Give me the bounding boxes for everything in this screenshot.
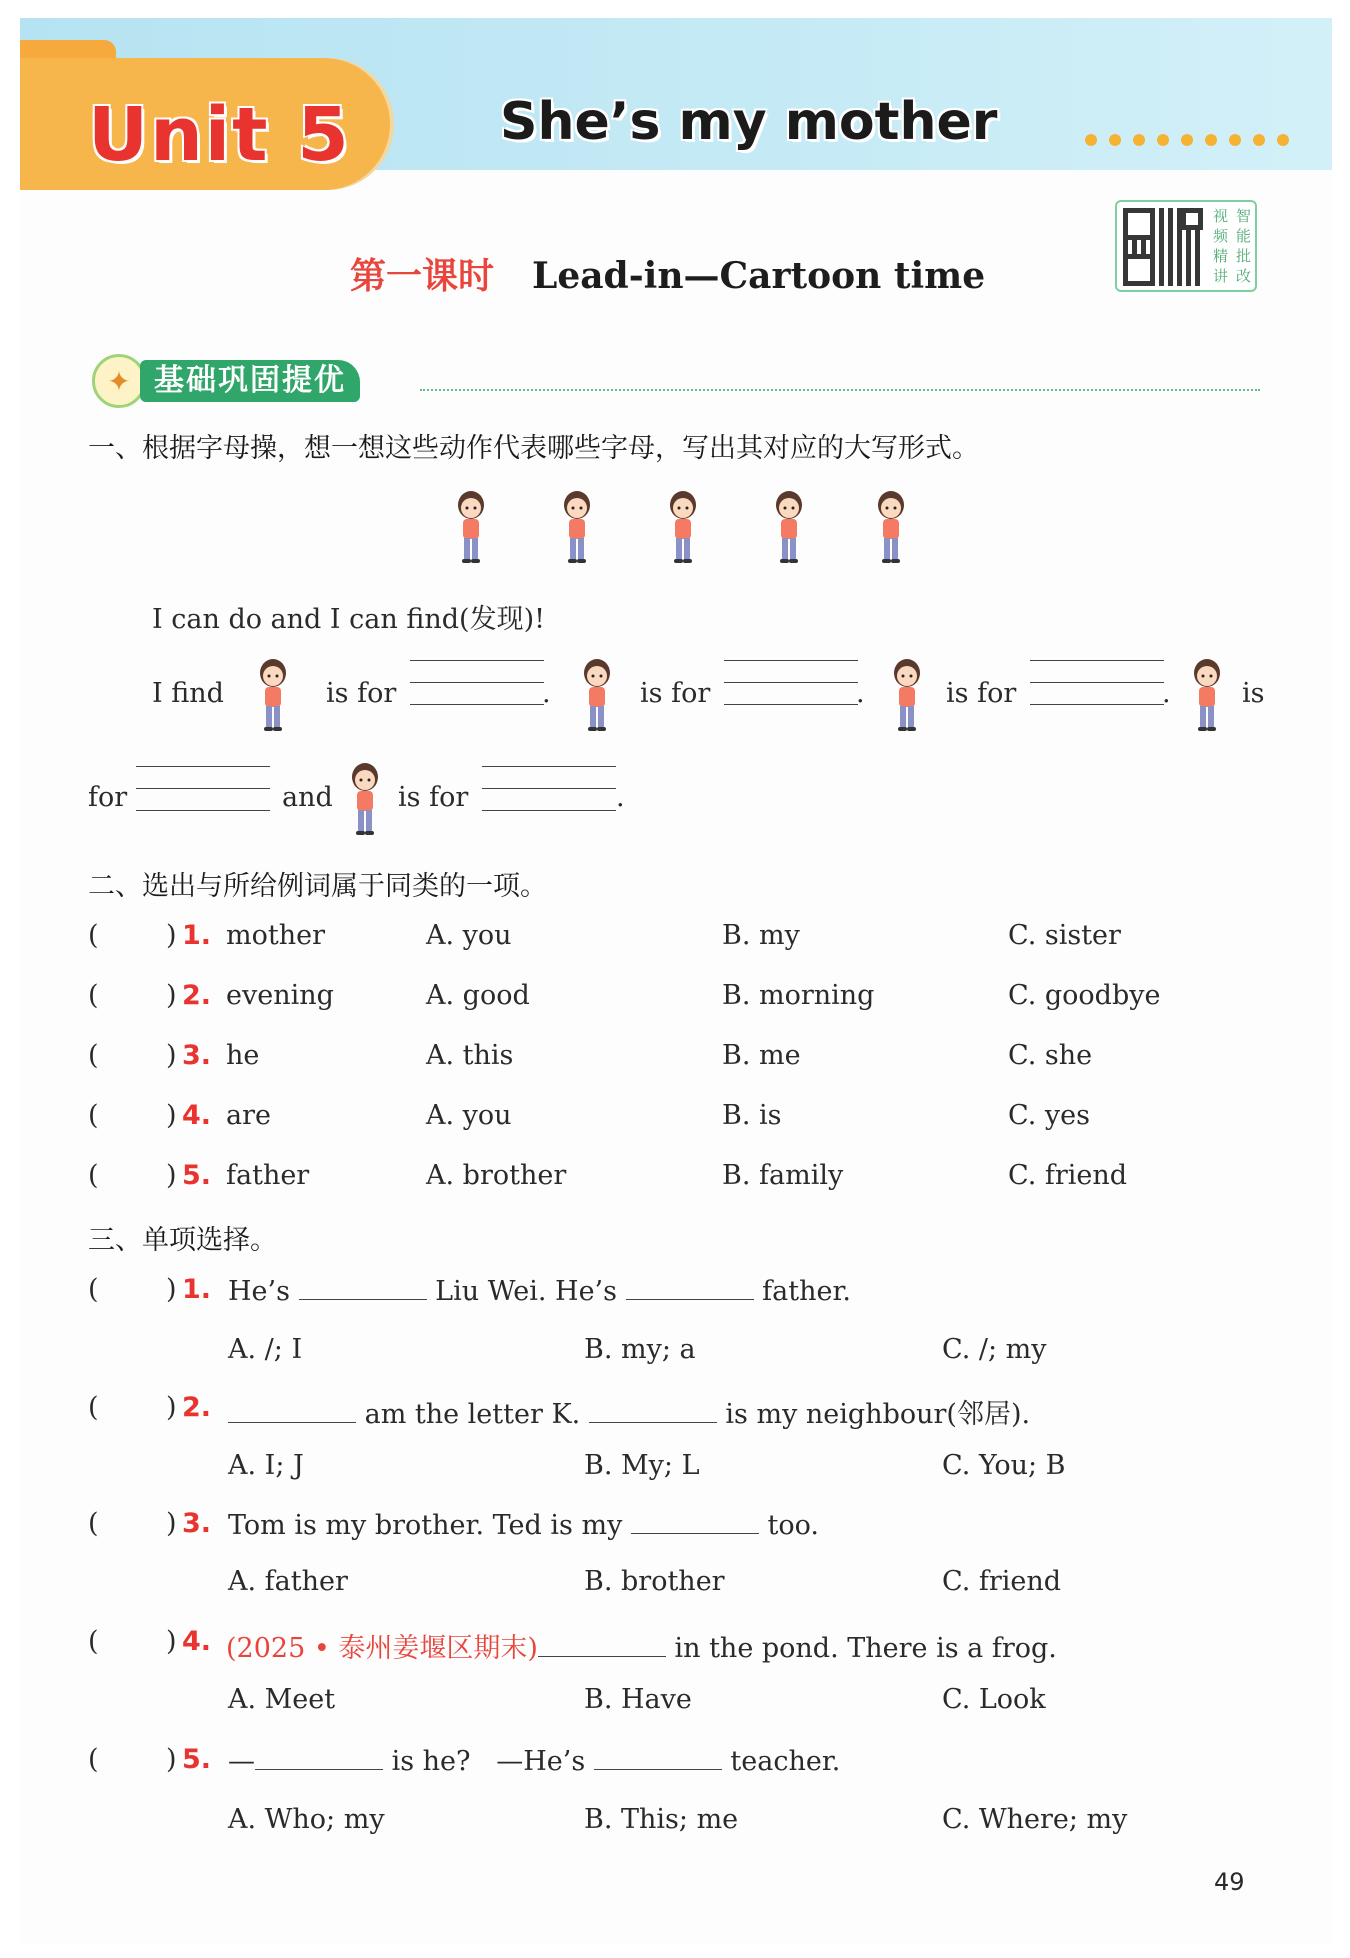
period: . [1162, 678, 1171, 709]
exam-source: (2025 • 泰州姜堰区期末) [226, 1633, 538, 1664]
item-number: 5. [182, 1160, 212, 1191]
fill-blank[interactable] [299, 1274, 427, 1300]
answer-paren-open: ( [88, 1274, 99, 1305]
item-number: 1. [182, 920, 212, 951]
fill-blank[interactable] [594, 1744, 722, 1770]
q1-intro-line: I can do and I can find(发现)! [152, 604, 545, 635]
answer-blank-5[interactable] [482, 766, 616, 826]
option-b: B. family [722, 1160, 844, 1191]
option-c: C. sister [1008, 920, 1121, 951]
lesson-title [350, 248, 985, 299]
letter-pose-figure-3 [656, 488, 710, 566]
q1-is-for-2: is for [640, 678, 711, 709]
answer-paren-open: ( [88, 980, 99, 1011]
option-c: C. You; B [942, 1450, 1066, 1481]
answer-blank-2[interactable] [724, 660, 858, 720]
letter-pose-figure-1 [444, 488, 498, 566]
answer-paren-open: ( [88, 1160, 99, 1191]
answer-paren-close[interactable]: ) [166, 980, 177, 1011]
option-b: B. my; a [584, 1334, 696, 1365]
answer-paren-close[interactable]: ) [166, 1508, 177, 1539]
option-c: C. friend [942, 1566, 1062, 1597]
example-word: are [226, 1100, 271, 1131]
answer-paren-open: ( [88, 1100, 99, 1131]
unit-label: Unit 5 [88, 92, 351, 178]
letter-pose-figure-2 [550, 488, 604, 566]
fill-blank[interactable] [228, 1397, 356, 1423]
lesson-title-en: Lead-in—Cartoon time [532, 255, 986, 297]
option-c: C. yes [1008, 1100, 1090, 1131]
answer-paren-close[interactable]: ) [166, 1744, 177, 1775]
item-number: 3. [182, 1508, 212, 1539]
q3-1-sentence: He’s Liu Wei. He’s father. [228, 1276, 852, 1307]
letter-pose-figure-4 [762, 488, 816, 566]
option-b: B. my [722, 920, 800, 951]
item-number: 4. [182, 1626, 212, 1657]
decorative-dots [1085, 134, 1289, 146]
answer-paren-open: ( [88, 1392, 99, 1423]
example-word: he [226, 1040, 260, 1071]
period: . [856, 678, 865, 709]
period: . [542, 678, 551, 709]
qr-code-block[interactable] [1115, 200, 1257, 292]
q1-is: is [1242, 678, 1265, 709]
qr-code-icon [1123, 208, 1203, 286]
item-number: 2. [182, 980, 212, 1011]
answer-figure-1 [246, 656, 300, 734]
answer-paren-close[interactable]: ) [166, 1100, 177, 1131]
answer-paren-close[interactable]: ) [166, 1392, 177, 1423]
answer-paren-close[interactable]: ) [166, 1160, 177, 1191]
option-a: A. father [228, 1566, 348, 1597]
letter-pose-figure-5 [864, 488, 918, 566]
option-b: B. My; L [584, 1450, 700, 1481]
option-b: B. me [722, 1040, 801, 1071]
option-a: A. you [426, 1100, 512, 1131]
q1-is-for-1: is for [326, 678, 397, 709]
page-number: 49 [1214, 1868, 1245, 1896]
option-c: C. friend [1008, 1160, 1128, 1191]
option-a: A. Meet [228, 1684, 336, 1715]
lesson-title-cn: 第一课时 [350, 255, 495, 297]
fill-blank[interactable] [589, 1397, 717, 1423]
answer-paren-open: ( [88, 920, 99, 951]
answer-blank-3[interactable] [1030, 660, 1164, 720]
example-word: evening [226, 980, 334, 1011]
option-b: B. morning [722, 980, 875, 1011]
answer-figure-5 [338, 760, 392, 838]
answer-paren-close[interactable]: ) [166, 920, 177, 951]
q1-i-find: I find [152, 678, 224, 709]
option-a: A. this [426, 1040, 514, 1071]
lightbulb-book-icon: ✦ [92, 354, 146, 408]
q3-3-sentence: Tom is my brother. Ted is my too. [228, 1510, 819, 1541]
option-b: B. brother [584, 1566, 725, 1597]
option-b: B. is [722, 1100, 782, 1131]
answer-paren-open: ( [88, 1744, 99, 1775]
example-word: mother [226, 920, 325, 951]
option-a: A. you [426, 920, 512, 951]
answer-paren-open: ( [88, 1040, 99, 1071]
answer-blank-4[interactable] [136, 766, 270, 826]
option-c: C. Where; my [942, 1804, 1128, 1835]
option-c: C. Look [942, 1684, 1046, 1715]
q1-is-for-3: is for [946, 678, 1017, 709]
q3-2-sentence: am the letter K. is my neighbour(邻居). [228, 1392, 1030, 1431]
item-number: 3. [182, 1040, 212, 1071]
q2-heading: 二、选出与所给例词属于同类的一项。 [88, 871, 547, 902]
q3-heading: 三、单项选择。 [88, 1225, 277, 1256]
q1-for: for [88, 782, 128, 813]
answer-blank-1[interactable] [410, 660, 544, 720]
option-a: A. brother [426, 1160, 567, 1191]
fill-blank[interactable] [255, 1744, 383, 1770]
answer-paren-open: ( [88, 1508, 99, 1539]
option-a: A. Who; my [228, 1804, 385, 1835]
answer-paren-close[interactable]: ) [166, 1274, 177, 1305]
item-number: 2. [182, 1392, 212, 1423]
fill-blank[interactable] [626, 1274, 754, 1300]
option-a: A. /; I [228, 1334, 303, 1365]
section-banner [92, 358, 360, 404]
item-number: 4. [182, 1100, 212, 1131]
answer-figure-3 [880, 656, 934, 734]
qr-caption: 视 智 频 能 精 批 讲 改 [1212, 207, 1251, 285]
option-b: B. This; me [584, 1804, 739, 1835]
unit-title: She’s my mother [500, 92, 998, 152]
q1-heading: 一、根据字母操，想一想这些动作代表哪些字母，写出其对应的大写形式。 [88, 433, 979, 464]
answer-paren-close[interactable]: ) [166, 1626, 177, 1657]
answer-figure-4 [1180, 656, 1234, 734]
example-word: father [226, 1160, 310, 1191]
option-c: C. goodbye [1008, 980, 1161, 1011]
option-c: C. /; my [942, 1334, 1047, 1365]
q1-and: and [282, 782, 333, 813]
answer-figure-2 [570, 656, 624, 734]
fill-blank[interactable] [631, 1508, 759, 1534]
option-a: A. good [426, 980, 530, 1011]
section-divider [420, 389, 1260, 391]
option-c: C. she [1008, 1040, 1093, 1071]
answer-paren-open: ( [88, 1626, 99, 1657]
q3-5-sentence: — is he? —He’s teacher. [228, 1746, 841, 1777]
period: . [616, 782, 625, 813]
section-banner-label: 基础巩固提优 [140, 360, 360, 402]
item-number: 1. [182, 1274, 212, 1305]
answer-paren-close[interactable]: ) [166, 1040, 177, 1071]
q1-is-for-5: is for [398, 782, 469, 813]
option-b: B. Have [584, 1684, 692, 1715]
fill-blank[interactable] [538, 1631, 666, 1657]
q3-4-sentence: (2025 • 泰州姜堰区期末) in the pond. There is a frog. [226, 1633, 1057, 1664]
item-number: 5. [182, 1744, 212, 1775]
option-a: A. I; J [228, 1450, 304, 1481]
